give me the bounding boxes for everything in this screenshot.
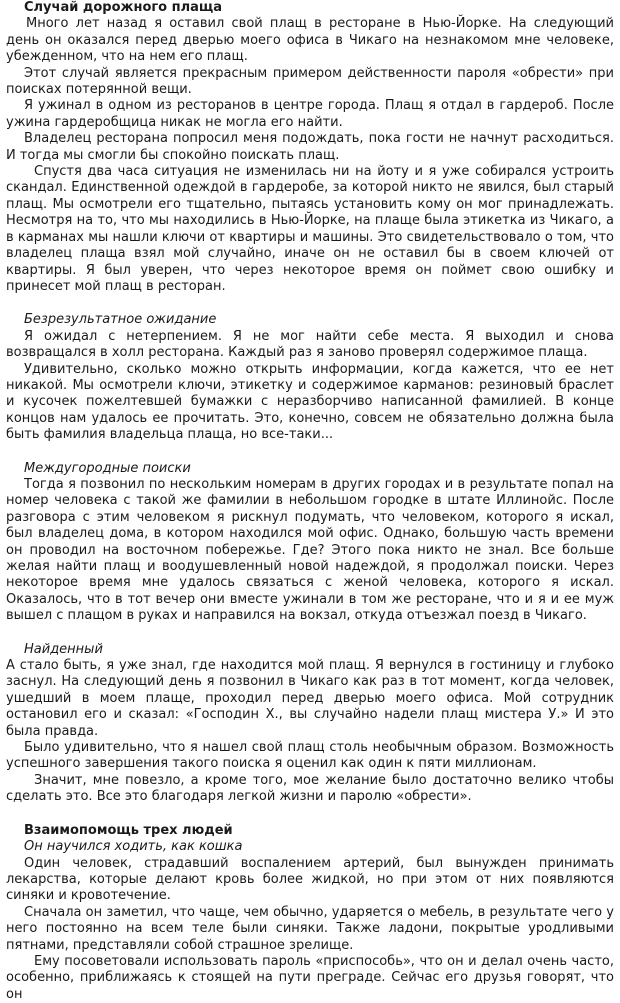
paragraph: Сначала он заметил, что чаще, чем обычно, ударяется о мебель, в результате чего у него постоянно на всем теле были синяки. Также ладони, покрытые уродливыми пятнами, представляли собой страшное зрелище. bbox=[6, 904, 614, 953]
subheading-waiting: Безрезультатное ожидание bbox=[24, 312, 217, 328]
paragraph: Один человек, страдавший воспалением артерий, был вынужден принимать лекарства, которые делают кровь более жидкой, но при этом от них появляются синяки и кровотечение. bbox=[6, 855, 614, 904]
paragraph: Значит, мне повезло, а кроме того, мое желание было достаточно велико чтобы сделать это. Все это благодаря легкой жизни и паролю «обрести». bbox=[6, 772, 614, 805]
paragraph: Владелец ресторана попросил меня подождать, пока гости не начнут расходиться. И тогда мы смогли бы спокойно поискать плащ. bbox=[6, 131, 614, 163]
paragraph: Этот случай является прекрасным примером действенности пароля «обрести» при поисках потерянной вещи. bbox=[6, 65, 614, 98]
section-title-mutual-help: Взаимопомощь трех людей bbox=[24, 822, 233, 838]
paragraph: Спустя два часа ситуация не изменилась ни на йоту и я уже собирался устроить скандал. Единственной одеждой в гардеробе, за которой никто не явился, был старый плащ. Мы осмотрели его тщательно, пытаясь установить кому он мог принадлежать. Несмотря на то, что мы находились в Нью-Йорке, на плаще была этикетка из Чикаго, а в карманах мы нашли ключи от квартиры и машины. Это свидетельствовало о том, что владелец плаща взял мой случайно, иначе он не оставил бы в своем ключей от квартиры. Я был уверен, что через некоторое время он поймет свою ошибку и принесет мой плащ в ресторан. bbox=[6, 164, 614, 294]
paragraph: Тогда я позвонил по нескольким номерам в других городах и в результате попал на номер человека с такой же фамилии в небольшом городке в штате Иллинойс. После разговора с этим человеком я рискнул подумать, что человеком, которого я искал, был владелец дома, в котором находился мой офис. Однако, большую часть времени он проводил на восточном побережье. Где? Этого пока никто не знал. Все больше желая найти плащ и воодушевленный новой надеждой, я продолжал поиски. Через некоторое время мне удалось связаться с женой человека, которого я искал. Оказалось, что в тот вечер они вместе ужинали в том же ресторане, что и я и ее муж вышел с плащом в руках и направился на вокзал, откуда отъезжал поезд в Чикаго. bbox=[6, 476, 614, 624]
paragraph: Ему посоветовали использовать пароль «приспособь», что он и делал очень часто, особенно, приближаясь к стоящей на пути преграде. Сейчас его друзья говорят, что он bbox=[6, 953, 614, 1002]
paragraph: Много лет назад я оставил свой плащ в ресторане в Нью-Йорке. На следующий день он оказался перед дверью моего офиса в Чикаго на незнакомом мне человеке, убежденном, что на нем его плащ. bbox=[6, 16, 614, 65]
subheading-cat: Он научился ходить, как кошка bbox=[24, 839, 243, 855]
paragraph: Было удивительно, что я нашел свой плащ столь необычным образом. Возможность успешного завершения такого поиска я оценил как один к пяти миллионам. bbox=[6, 740, 614, 772]
paragraph: Удивительно, сколько можно открыть информации, когда кажется, что ее нет никакой. Мы осмотрели ключи, этикетку и содержимое карманов: резиновый браслет и кусочек пожелтевшей бумажки с неразборчиво написанной фамилией. В конце концов нам удалось ее прочитать. Это, конечно, совсем не обязательно должна была быть фамилия владельца плаща, но все-таки... bbox=[6, 361, 614, 443]
paragraph: Я ожидал с нетерпением. Я не мог найти себе места. Я выходил и снова возвращался в холл ресторана. Каждый раз я заново проверял содержимое плаща. bbox=[6, 328, 614, 361]
paragraph: Я ужинал в одном из ресторанов в центре города. Плащ я отдал в гардероб. После ужина гардеробщица никак не могла его найти. bbox=[6, 98, 614, 130]
section-title-coat: Случай дорожного плаща bbox=[24, 0, 223, 15]
paragraph: А стало быть, я уже знал, где находится мой плащ. Я вернулся в гостиницу и глубоко заснул. На следующий день я позвонил в Чикаго как раз в тот момент, когда человек, ушедший в моем плаще, проходил перед дверью моего офиса. Мой сотрудник остановил его и сказал: «Господин Х., вы случайно надели плащ мистера У.» И это была правда. bbox=[6, 658, 614, 739]
subheading-long-distance: Междугородные поиски bbox=[24, 460, 191, 476]
subheading-found: Найденный bbox=[24, 641, 103, 657]
